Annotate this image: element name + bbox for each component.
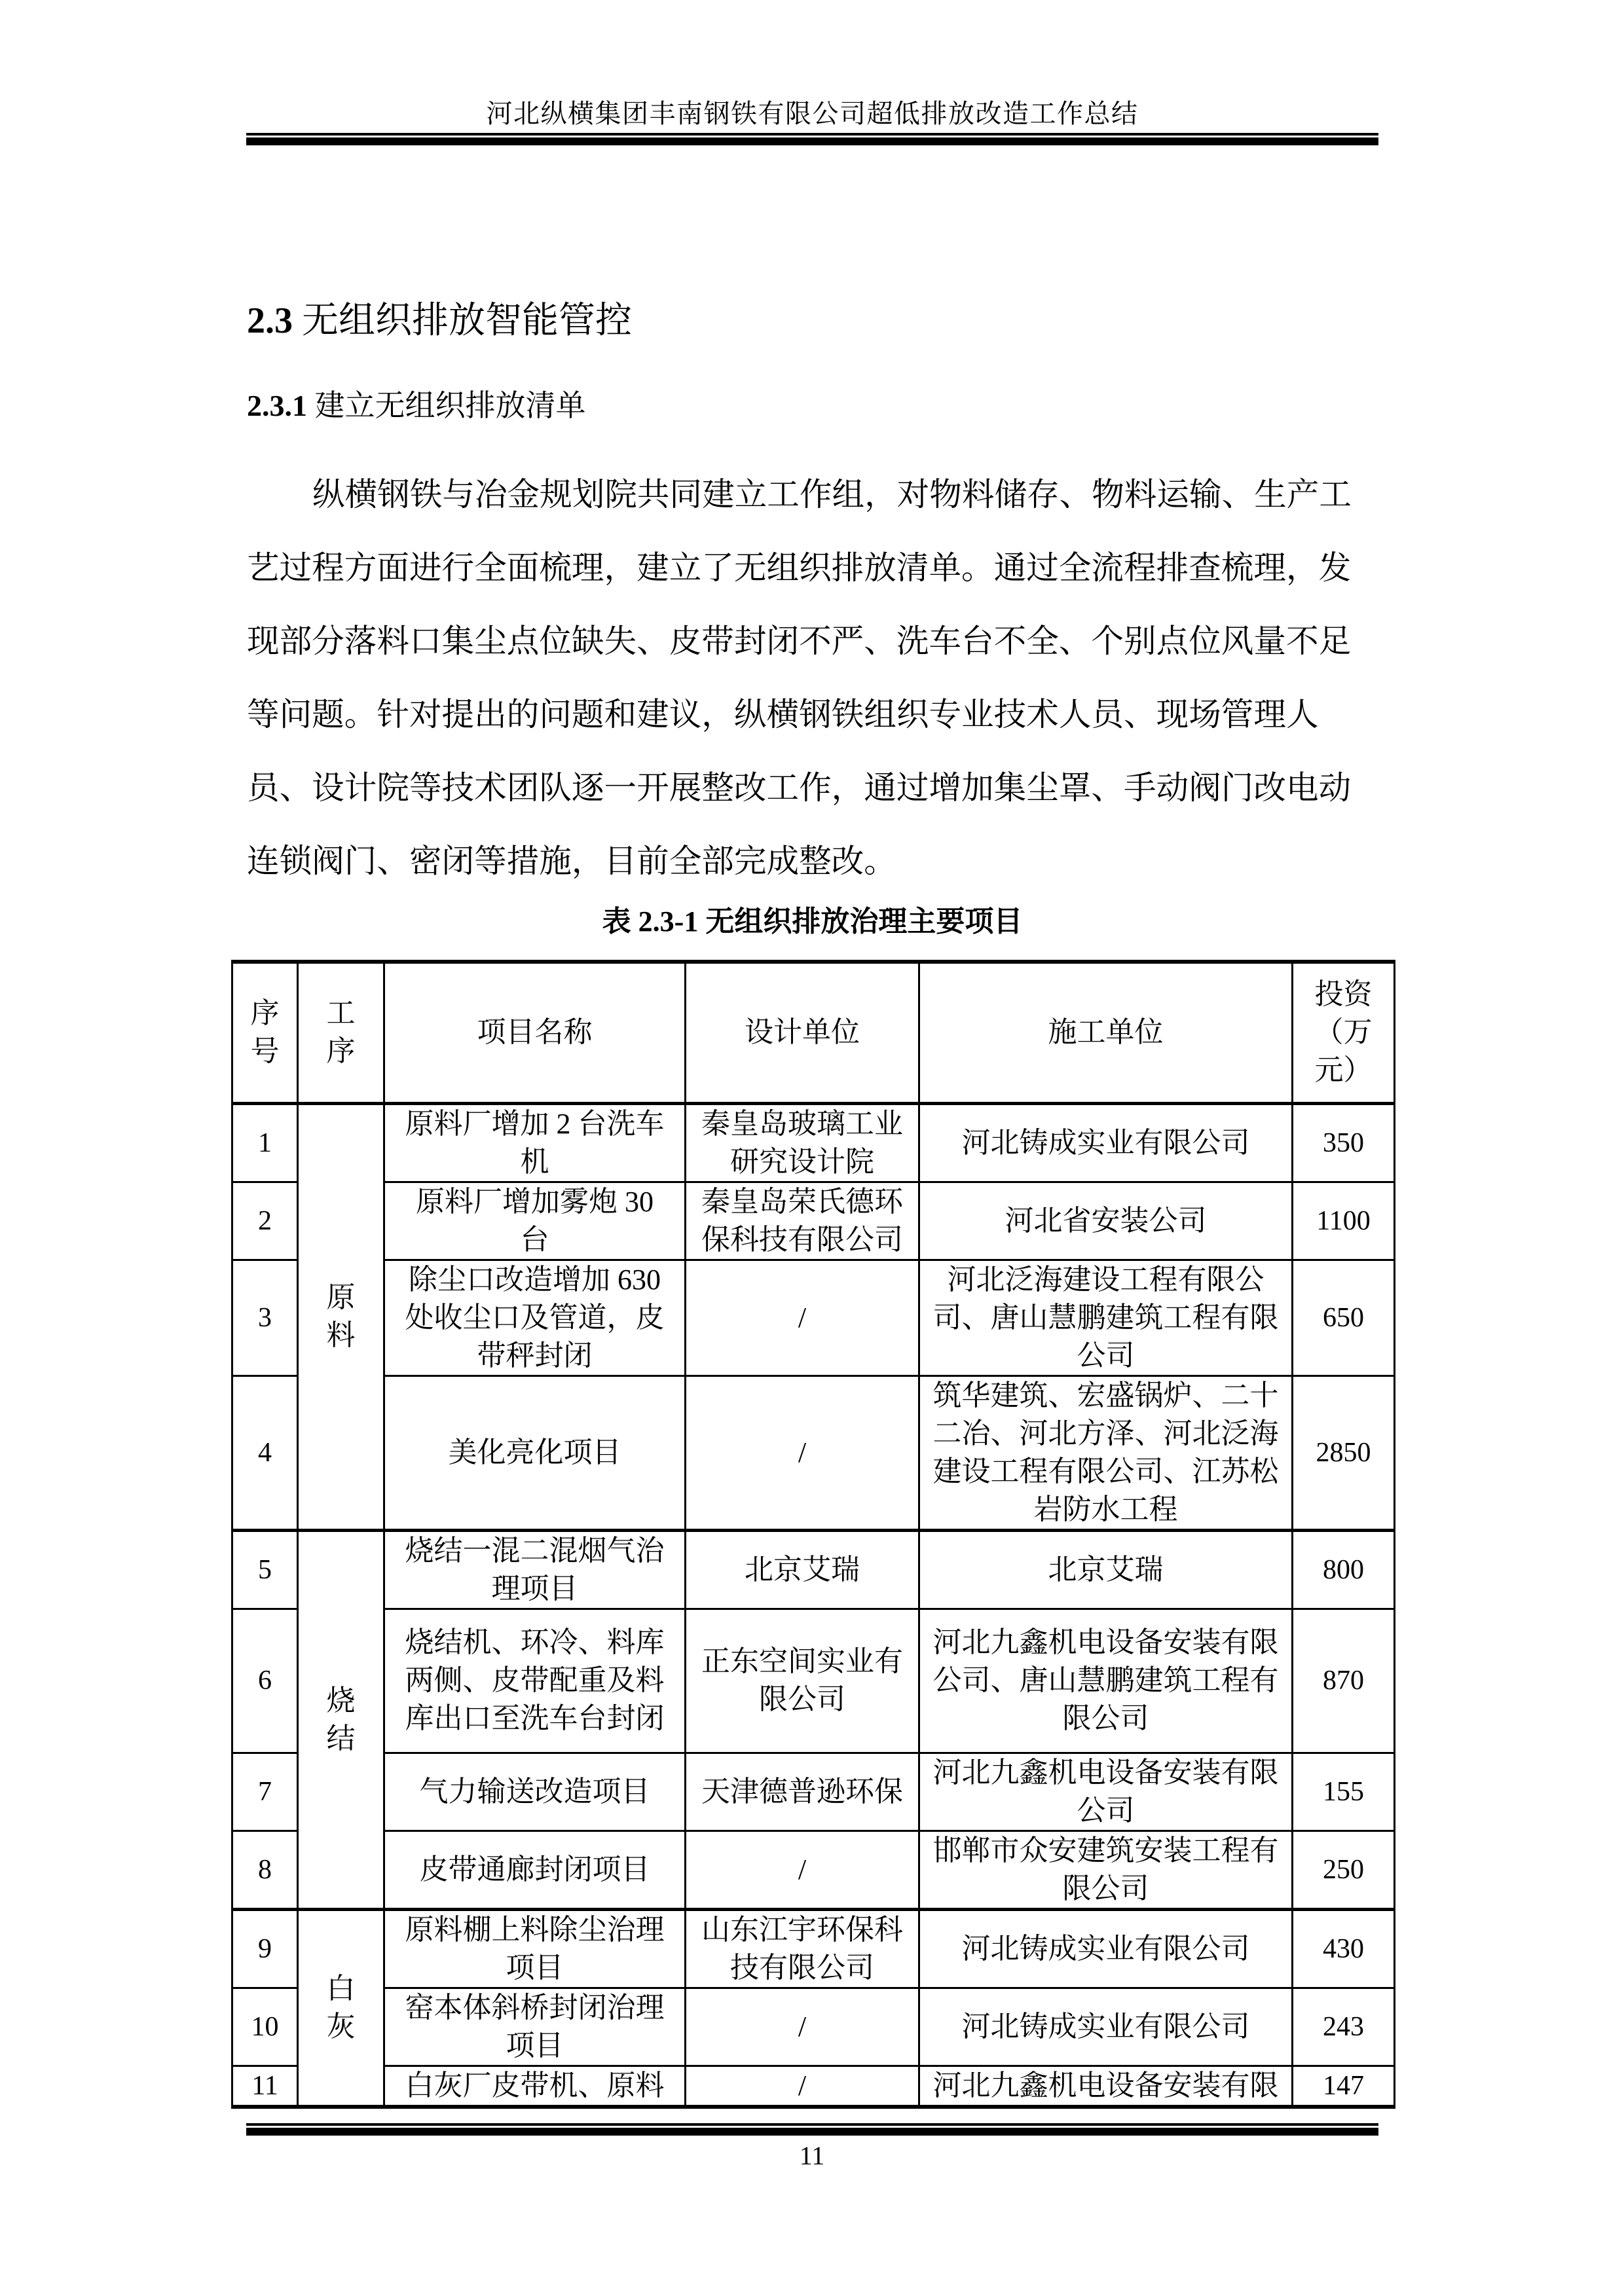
cell-text-line: 项目名称 [477,1016,593,1049]
cell-text-line: / [798,1301,807,1334]
cell-designer [686,1909,919,1988]
header-rule-thick [246,137,1378,145]
cell-investment: 2850 [1293,1376,1395,1530]
cell-text-line: 河北铸成实业有限公司 [961,1932,1250,1965]
cell-text-line: 限公司 [1062,1872,1149,1904]
cell-seq: 3 [232,1260,298,1376]
paragraph-line: 等问题。针对提出的问题和建议，纵横钢铁组织专业技术人员、现场管理人 [247,697,1319,733]
cell-text-line: 邯郸市众安建筑安装工程有 [932,1834,1279,1867]
cell-investment: 870 [1293,1609,1395,1753]
table-row [232,1753,1395,1831]
cell-text-line: 秦皇岛玻璃工业 [701,1107,903,1140]
cell-designer [686,1753,919,1831]
cell-text-line: 两侧、皮带配重及料 [405,1664,665,1696]
header-project [384,962,686,1103]
cell-text-line: 序 [326,1035,356,1068]
section-title: 无组织排放智能管控 [302,301,632,341]
table-row [232,1260,1395,1376]
cell-text-line: 北京艾瑞 [1048,1553,1164,1586]
cell-text-line: 窑本体斜桥封闭治理 [405,1991,665,2024]
cell-project [384,1103,686,1182]
cell-project [384,1909,686,1988]
cell-text-line: 皮带通廊封闭项目 [419,1853,650,1886]
body-paragraph [247,458,1388,898]
cell-text-line: / [798,1436,807,1468]
cell-project [384,1376,686,1530]
cell-investment: 1100 [1293,1182,1395,1260]
table-caption: 表 2.3-1 无组织排放治理主要项目 [602,905,1023,938]
table-row [232,1909,1395,1988]
cell-investment: 155 [1293,1753,1395,1831]
cell-text-line: 机 [520,1145,549,1178]
cell-text-line: 原料棚上料除尘治理 [405,1913,665,1946]
cell-builder [919,1260,1293,1376]
table-row [232,1182,1395,1260]
cell-text-line: 司、唐山慧鹏建筑工程有限 [932,1301,1279,1334]
table-row [232,1103,1395,1182]
cell-project [384,1831,686,1909]
cell-builder [919,2066,1293,2107]
cell-project [384,1530,686,1609]
cell-seq: 10 [232,1988,298,2066]
table-row [232,1609,1395,1753]
cell-text-line: / [798,1853,807,1886]
cell-builder [919,1530,1293,1609]
cell-seq: 1 [232,1103,298,1182]
cell-text-line: 项目 [506,2029,564,2062]
table-row [232,1831,1395,1909]
cell-project [384,1988,686,2066]
cell-designer [686,1609,919,1753]
cell-text-line: 设计单位 [745,1016,860,1049]
header-seq [232,962,298,1103]
cell-text-line: 白灰厂皮带机、原料 [405,2069,665,2102]
cell-text-line: 岩防水工程 [1033,1493,1178,1525]
cell-builder [919,1103,1293,1182]
cell-text-line: 公司 [1077,1339,1135,1372]
cell-seq: 6 [232,1609,298,1753]
cell-text-line: 气力输送改造项目 [419,1775,650,1808]
cell-text-line: 处收尘口及管道，皮 [405,1301,665,1334]
cell-text-line: 原料厂增加 2 台洗车 [405,1107,665,1140]
header-investment [1293,962,1395,1103]
table-row [232,1530,1395,1609]
table-body [232,1103,1395,2107]
cell-builder [919,1909,1293,1988]
projects-table [231,960,1395,2109]
cell-seq: 8 [232,1831,298,1909]
cell-text-line: 河北省安装公司 [1005,1204,1207,1237]
cell-text-line: 山东江宇环保科 [701,1913,903,1946]
cell-project [384,1609,686,1753]
cell-text-line: 河北九鑫机电设备安装有限 [932,1756,1279,1789]
table-row [232,1988,1395,2066]
cell-investment: 350 [1293,1103,1395,1182]
cell-text-line: / [798,2069,807,2102]
cell-text-line: 研究设计院 [730,1145,874,1178]
cell-text-line: 料 [326,1319,356,1351]
cell-designer [686,1182,919,1260]
paragraph-line: 现部分落料口集尘点位缺失、皮带封闭不严、洗车台不全、个别点位风量不足 [247,623,1352,659]
cell-text-line: 项目 [506,1951,564,1984]
footer-rule-thin [246,2123,1378,2126]
cell-text-line: / [798,2010,807,2043]
cell-designer [686,1530,919,1609]
cell-seq: 4 [232,1376,298,1530]
cell-text-line: 河北九鑫机电设备安装有限 [932,2069,1279,2102]
cell-text-line: 河北铸成实业有限公司 [961,2010,1250,2043]
paragraph-line: 纵横钢铁与冶金规划院共同建立工作组，对物料储存、物料运输、生产工 [312,477,1352,513]
cell-text-line: 元） [1314,1054,1373,1087]
cell-project [384,1260,686,1376]
cell-project [384,1753,686,1831]
subsection-heading [247,386,586,426]
cell-text-line: 烧结机、环冷、料库 [405,1626,665,1658]
cell-text-line: 原 [326,1281,356,1313]
cell-text-line: 白 [326,1972,356,2005]
cell-builder [919,1753,1293,1831]
cell-seq: 5 [232,1530,298,1609]
cell-investment: 430 [1293,1909,1395,1988]
cell-seq: 11 [232,2066,298,2107]
header-process [298,962,384,1103]
subsection-title: 建立无组织排放清单 [314,389,586,422]
paragraph-line: 员、设计院等技术团队逐一开展整改工作，通过增加集尘罩、手动阀门改电动 [247,770,1352,806]
cell-text-line: 库出口至洗车台封闭 [405,1702,665,1734]
cell-project [384,2066,686,2107]
cell-process [298,1103,384,1530]
cell-text-line: 河北铸成实业有限公司 [961,1126,1250,1159]
cell-investment: 147 [1293,2066,1395,2107]
cell-builder [919,1609,1293,1753]
cell-text-line: 结 [326,1722,356,1755]
cell-investment: 243 [1293,1988,1395,2066]
cell-text-line: 筑华建筑、宏盛锅炉、二十 [932,1379,1279,1412]
cell-text-line: 公司 [1077,1794,1135,1827]
cell-text-line: 限公司 [1062,1702,1149,1734]
cell-investment: 800 [1293,1530,1395,1609]
subsection-number: 2.3.1 [247,389,307,422]
cell-builder [919,1831,1293,1909]
cell-text-line: 保科技有限公司 [701,1223,903,1256]
section-number: 2.3 [247,301,293,341]
cell-text-line: 除尘口改造增加 630 [409,1263,661,1296]
cell-process [298,1530,384,1909]
cell-text-line: 施工单位 [1048,1016,1164,1049]
cell-designer [686,1376,919,1530]
cell-designer [686,1831,919,1909]
cell-text-line: 带秤封闭 [477,1339,593,1372]
paragraph-line: 艺过程方面进行全面梳理，建立了无组织排放清单。通过全流程排查梳理，发 [247,550,1352,586]
cell-text-line: 秦皇岛荣氏德环 [701,1185,903,1218]
cell-text-line: 理项目 [491,1572,578,1605]
page-number: 11 [799,2141,825,2170]
header-builder [919,962,1293,1103]
cell-designer [686,1103,919,1182]
cell-designer [686,2066,919,2107]
page-header-title: 河北纵横集团丰南钢铁有限公司超低排放改造工作总结 [486,99,1139,128]
cell-designer [686,1988,919,2066]
cell-text-line: 台 [520,1223,549,1256]
cell-text-line: 公司、唐山慧鹏建筑工程有 [932,1664,1279,1696]
cell-text-line: 序 [250,997,280,1030]
cell-project [384,1182,686,1260]
header-rule-thin [246,133,1378,136]
cell-process [298,1909,384,2107]
cell-text-line: 烧 [326,1684,356,1717]
cell-text-line: 正东空间实业有 [701,1645,903,1677]
cell-text-line: 河北泛海建设工程有限公 [947,1263,1264,1296]
cell-text-line: 投资 [1314,978,1373,1011]
cell-builder [919,1988,1293,2066]
cell-text-line: 限公司 [759,1683,845,1715]
cell-text-line: 原料厂增加雾炮 30 [416,1185,654,1218]
cell-designer [686,1260,919,1376]
cell-text-line: 北京艾瑞 [745,1553,860,1586]
cell-text-line: 天津德普逊环保 [701,1775,903,1808]
cell-text-line: 建设工程有限公司、江苏松 [932,1455,1279,1487]
cell-text-line: 烧结一混二混烟气治 [405,1534,665,1567]
cell-seq: 2 [232,1182,298,1260]
cell-text-line: 工 [326,997,356,1030]
cell-text-line: 号 [250,1035,280,1068]
paragraph-line: 连锁阀门、密闭等措施，目前全部完成整改。 [247,843,896,879]
header-designer [686,962,919,1103]
cell-builder [919,1376,1293,1530]
footer-rule-thick [246,2128,1378,2136]
table-header-row [232,962,1395,1103]
section-heading [247,298,632,344]
cell-investment: 250 [1293,1831,1395,1909]
cell-text-line: 灰 [326,2010,356,2043]
cell-seq: 9 [232,1909,298,1988]
cell-text-line: 技有限公司 [730,1951,874,1984]
cell-text-line: 河北九鑫机电设备安装有限 [932,1626,1279,1658]
cell-text-line: 美化亮化项目 [448,1436,621,1468]
cell-builder [919,1182,1293,1260]
table-row [232,1376,1395,1530]
table-row [232,2066,1395,2107]
cell-text-line: （万 [1314,1016,1373,1049]
cell-text-line: 二冶、河北方泽、河北泛海 [932,1417,1279,1449]
cell-seq: 7 [232,1753,298,1831]
cell-investment: 650 [1293,1260,1395,1376]
